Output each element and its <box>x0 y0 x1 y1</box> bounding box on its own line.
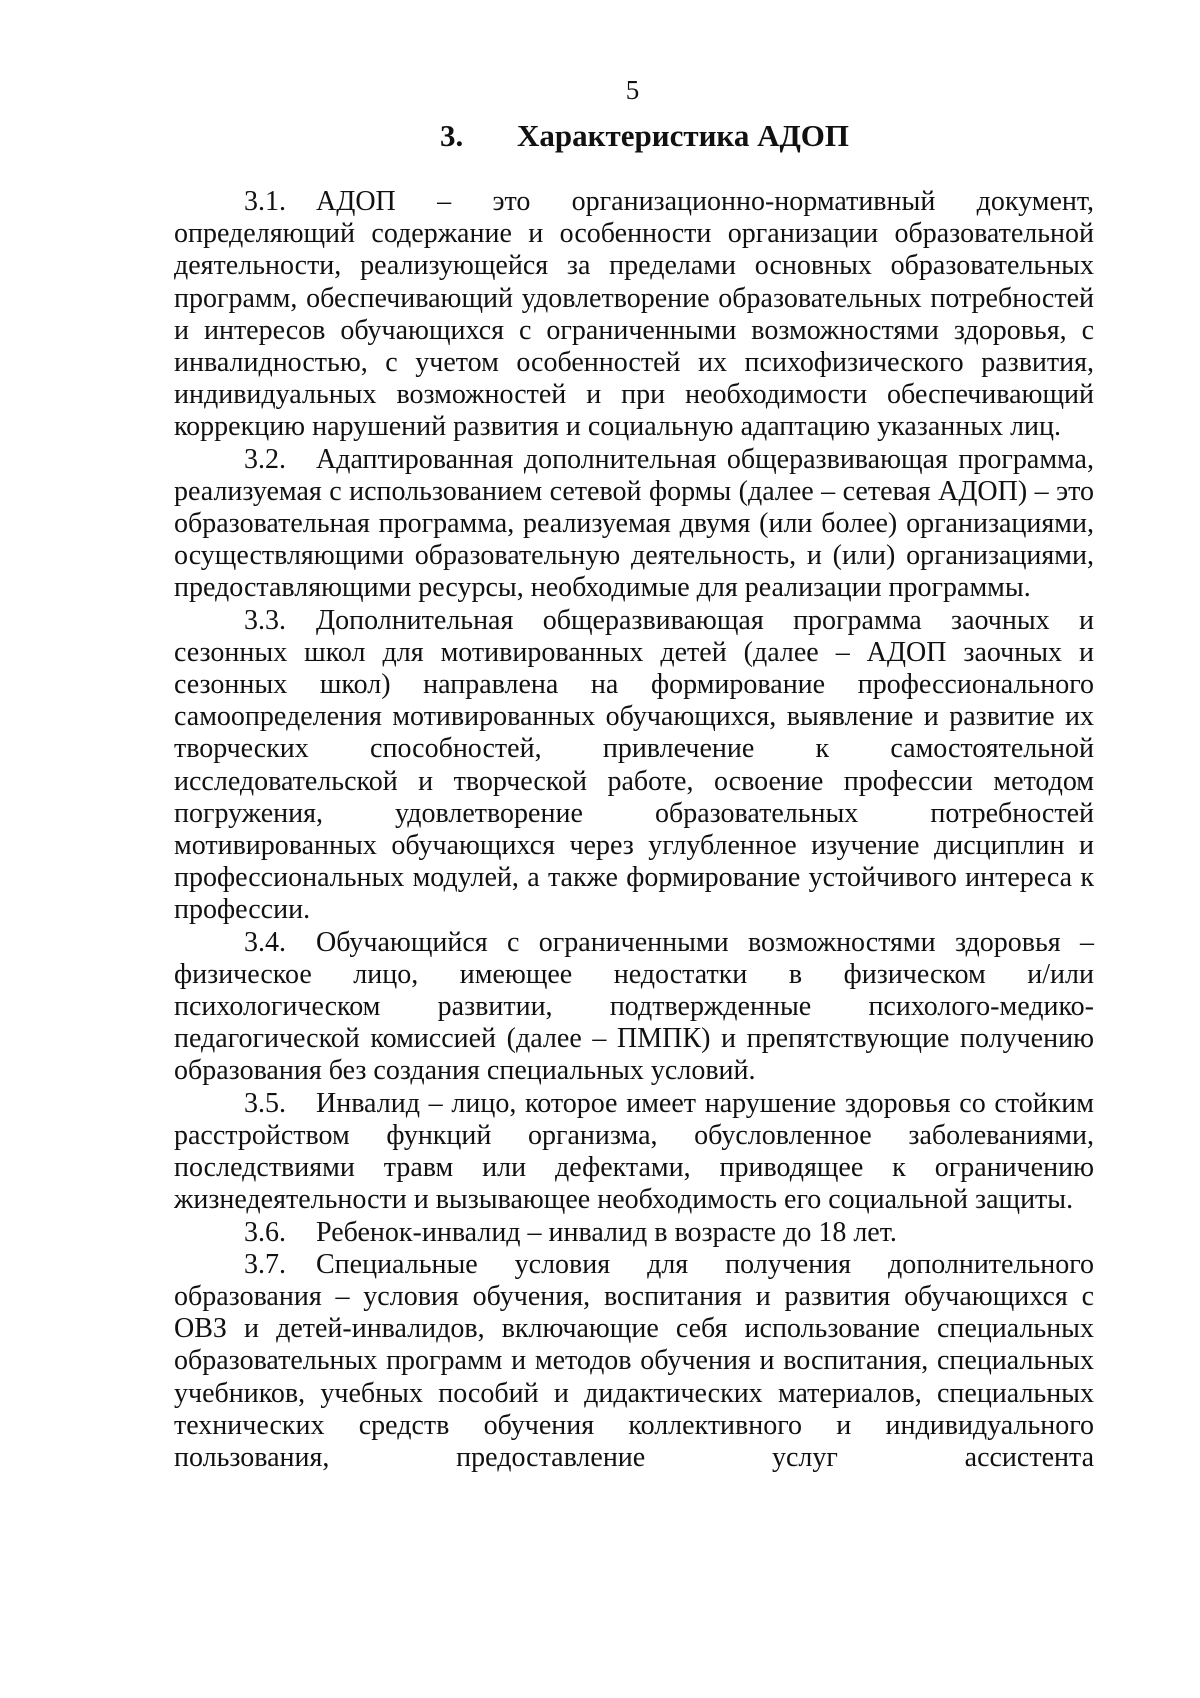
paragraph-3-6 <box>174 1217 1094 1249</box>
section-heading <box>440 118 849 154</box>
paragraph-3-1 <box>174 186 1094 444</box>
paragraph-3-7 <box>174 1249 1094 1474</box>
paragraph-text: Обучающийся с ограниченными возможностями здоровья – физическое лицо, имеющее недостатки в физическом и/или психологическом развитии, подтвержденные психолого-медико-педагогической комиссией (далее – ПМПК) и препятствующие получению образования без создания специальных условий. <box>174 926 1094 1087</box>
paragraph-3-3 <box>174 605 1094 927</box>
paragraph-3-2 <box>174 444 1094 605</box>
page-number: 5 <box>625 75 640 105</box>
paragraph-number: 3.4. <box>244 926 286 958</box>
paragraph-number: 3.1. <box>244 186 286 217</box>
paragraph-number: 3.5. <box>244 1087 286 1119</box>
paragraph-number: 3.2. <box>244 443 286 475</box>
paragraph-text: АДОП – это организационно-нормативный документ, определяющий содержание и особенности организации образовательной деятельности, реализующейся за пределами основных образовательных программ, обеспечивающий удовлетворение образовательных потребностей и интересов обучающихся с ограниченными возможностями здоровья, с инвалидностью, с учетом особенностей их психофизического развития, индивидуальных возможностей и при необходимости обеспечивающий коррекцию нарушений развития и социальную адаптацию указанных лиц. <box>174 186 1094 443</box>
paragraph-text: Ребенок-инвалид – инвалид в возрасте до 18 лет. <box>316 1216 897 1248</box>
section-body <box>174 186 1094 1474</box>
paragraph-number: 3.7. <box>244 1248 286 1280</box>
section-title: Характеристика АДОП <box>517 118 850 153</box>
paragraph-3-5 <box>174 1088 1094 1217</box>
paragraph-text: Адаптированная дополнительная общеразвивающая программа, реализуемая с использованием сетевой формы (далее – сетевая АДОП) – это образовательная программа, реализуемая двумя (или более) организациями, осуществляющими образовательную деятельность, и (или) организациями, предоставляющими ресурсы, необходимые для реализации программы. <box>174 443 1094 604</box>
paragraph-number: 3.3. <box>244 604 286 636</box>
paragraph-number: 3.6. <box>244 1216 286 1248</box>
paragraph-text: Дополнительная общеразвивающая программа заочных и сезонных школ для мотивированных детей (далее – АДОП заочных и сезонных школ) направлена на формирование профессионального самоопределения мотивированных обучающихся, выявление и развитие их творческих способностей, привлечение к самостоятельной исследовательской и творческой работе, освоение профессии методом погружения, удовлетворение образовательных потребностей мотивированных обучающихся через углубленное изучение дисциплин и профессиональных модулей, а также формирование устойчивого интереса к профессии. <box>174 604 1094 926</box>
paragraph-3-4 <box>174 927 1094 1088</box>
paragraph-text: Инвалид – лицо, которое имеет нарушение здоровья со стойким расстройством функций организма, обусловленное заболеваниями, последствиями травм или дефектами, приводящее к ограничению жизнедеятельности и вызывающее необходимость его социальной защиты. <box>174 1087 1094 1216</box>
section-number: 3. <box>440 118 464 153</box>
paragraph-text: Специальные условия для получения дополнительного образования – условия обучения, воспитания и развития обучающихся с ОВЗ и детей-инвалидов, включающие себя использование специальных образовательных программ и методов обучения и воспитания, специальных учебников, учебных пособий и дидактических материалов, специальных технических средств обучения коллективного и индивидуального пользования, предоставление услуг ассистента <box>174 1248 1094 1473</box>
